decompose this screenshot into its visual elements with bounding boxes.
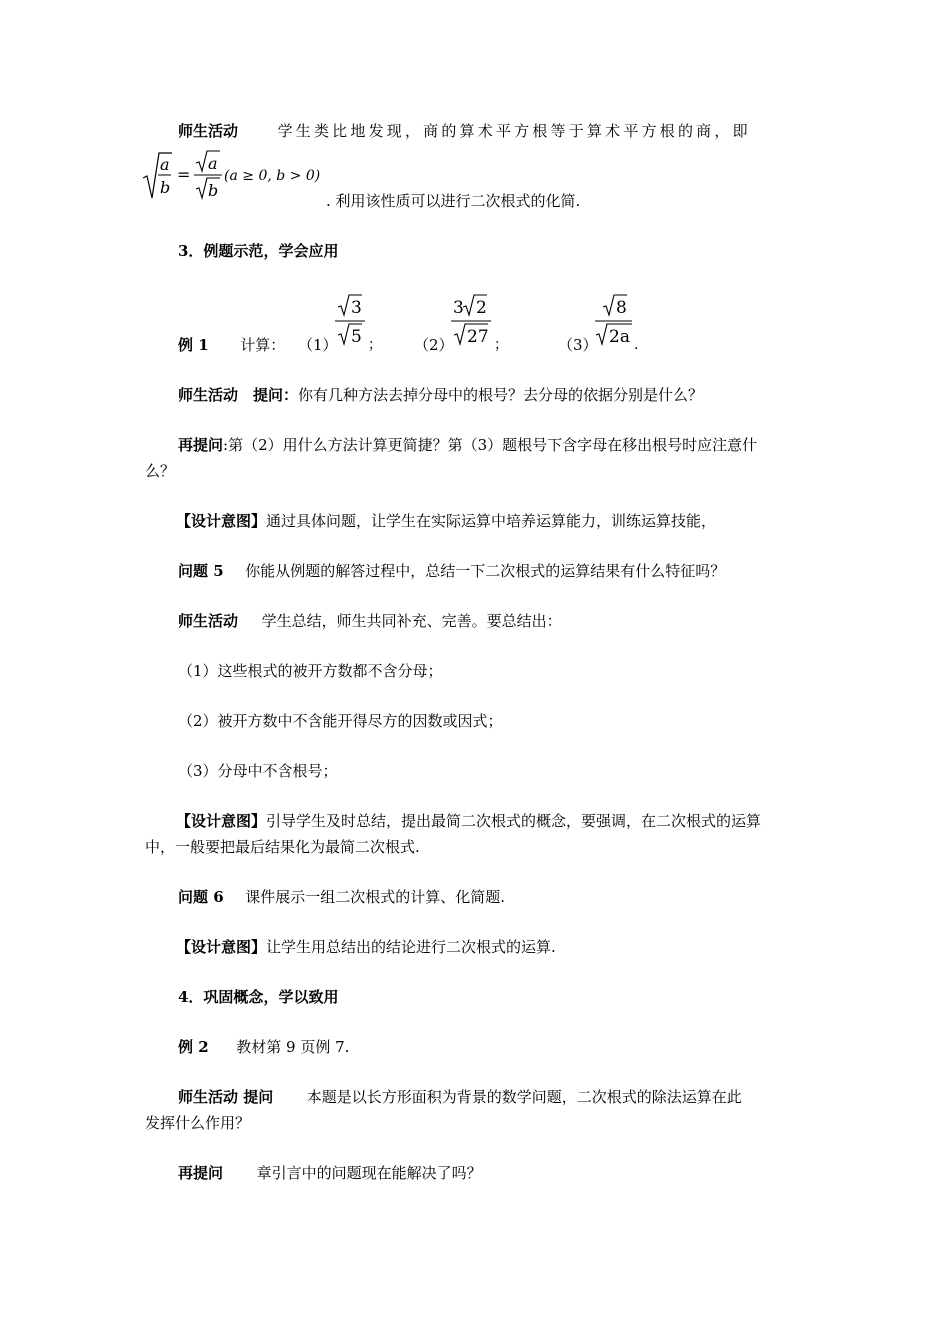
paragraph-7: [176, 808, 838, 834]
example-1-item-2-fraction: [446, 292, 506, 352]
section-heading-4: 4．巩固概念，学以致用: [178, 988, 339, 1006]
rhs-denominator: b: [208, 181, 219, 200]
label-question-5: 问题 5: [178, 562, 224, 580]
example-2-label: 例 2: [178, 1038, 209, 1056]
paragraph-4-text: 通过具体问题，让学生在实际运算中培养运算能力，训练运算技能，: [266, 512, 717, 530]
list-item: （3）分母中不含根号；: [178, 762, 338, 780]
label-design-intent: 【设计意图】: [176, 812, 267, 830]
paragraph-10: [178, 1084, 808, 1110]
paragraph-4: [176, 508, 838, 534]
paragraph-1-text: 学生类比地发现，商的算术平方根等于算术平方根的商，即: [277, 122, 751, 140]
item-1-denominator: 5: [351, 327, 362, 347]
example-1-item-1-fraction: [330, 292, 380, 352]
lhs-numerator: a: [160, 155, 170, 174]
paragraph-6: [178, 608, 808, 634]
paragraph-1-tail: . 利用该性质可以进行二次根式的化简.: [326, 192, 581, 210]
lhs-denominator: b: [160, 178, 171, 197]
item-1-numerator: 3: [351, 298, 362, 318]
formula-condition: (a ≥ 0, b > 0): [224, 168, 321, 184]
paragraph-7-text-1: 引导学生及时总结，提出最简二次根式的概念，要强调，在二次根式的运算: [266, 812, 762, 830]
example-1-item-1-index: （1）: [298, 336, 338, 354]
paragraph-10-text-1: 本题是以长方形面积为背景的数学问题，二次根式的除法运算在此: [306, 1088, 742, 1106]
label-teacher-student-activity: 师生活动: [178, 612, 239, 630]
paragraph-11-text: 章引言中的问题现在能解决了吗？: [256, 1164, 482, 1182]
label-re-ask: 再提问: [178, 1164, 224, 1182]
item-3-end: .: [634, 337, 639, 353]
item-3-denominator: 2a: [609, 327, 630, 347]
item-2-denominator: 27: [467, 327, 489, 347]
label-ask: 师生活动 提问：: [178, 386, 299, 404]
label-re-ask: 再提问: [178, 436, 224, 454]
paragraph-8-text: 课件展示一组二次根式的计算、化简题.: [245, 888, 506, 906]
item-2-numerator: 2: [476, 298, 487, 318]
label-teacher-student-activity: 师生活动: [178, 122, 239, 140]
label-design-intent: 【设计意图】: [176, 512, 267, 530]
paragraph-9-text: 让学生用总结出的结论进行二次根式的运算.: [266, 938, 556, 956]
paragraph-3: [178, 432, 808, 458]
paragraph-3-text-1: :第（2）用什么方法计算更简捷？第（3）题根号下含字母在移出根号时应注意什: [223, 436, 758, 454]
label-design-intent: 【设计意图】: [176, 938, 267, 956]
paragraph-11: [178, 1160, 808, 1186]
quotient-sqrt-formula: [140, 148, 330, 204]
list-item: （2）被开方数中不含能开得尽方的因数或因式；: [178, 712, 503, 730]
paragraph-1: [178, 118, 808, 144]
example-1-item-3-index: （3）: [558, 336, 598, 354]
example-2: [178, 1034, 808, 1060]
paragraph-5: [178, 558, 808, 584]
paragraph-10-text-2: 发挥什么作用？: [145, 1114, 251, 1132]
example-1-instruction: 计算：: [240, 336, 286, 354]
rhs-numerator: a: [208, 154, 218, 173]
paragraph-7-text-2: 中，一般要把最后结果化为最简二次根式.: [145, 838, 420, 856]
paragraph-2: [178, 382, 808, 408]
paragraph-8: [178, 884, 808, 910]
item-3-numerator: 8: [616, 298, 627, 318]
paragraph-6-text: 学生总结，师生共同补充、完善。要总结出：: [261, 612, 562, 630]
item-2-numerator-coef: 3: [453, 298, 464, 318]
paragraph-2-text: 你有几种方法去掉分母中的根号？去分母的依据分别是什么？: [298, 386, 704, 404]
label-question-6: 问题 6: [178, 888, 224, 906]
paragraph-9: [176, 934, 838, 960]
item-2-end: ；: [494, 337, 508, 353]
example-1-item-3-fraction: [590, 292, 645, 352]
equals-sign: =: [177, 165, 191, 184]
list-item: （1）这些根式的被开方数都不含分母；: [178, 662, 443, 680]
example-1-label: 例 1: [178, 336, 209, 354]
section-heading-3: 3．例题示范，学会应用: [178, 242, 339, 260]
paragraph-3-text-2: 么？: [145, 462, 176, 480]
example-2-text: 教材第 9 页例 7.: [236, 1038, 350, 1056]
label-teacher-student-ask: 师生活动 提问: [178, 1088, 274, 1106]
paragraph-5-text: 你能从例题的解答过程中，总结一下二次根式的运算结果有什么特征吗？: [245, 562, 726, 580]
example-1-item-2-index: （2）: [414, 336, 454, 354]
item-1-end: ；: [368, 337, 382, 353]
